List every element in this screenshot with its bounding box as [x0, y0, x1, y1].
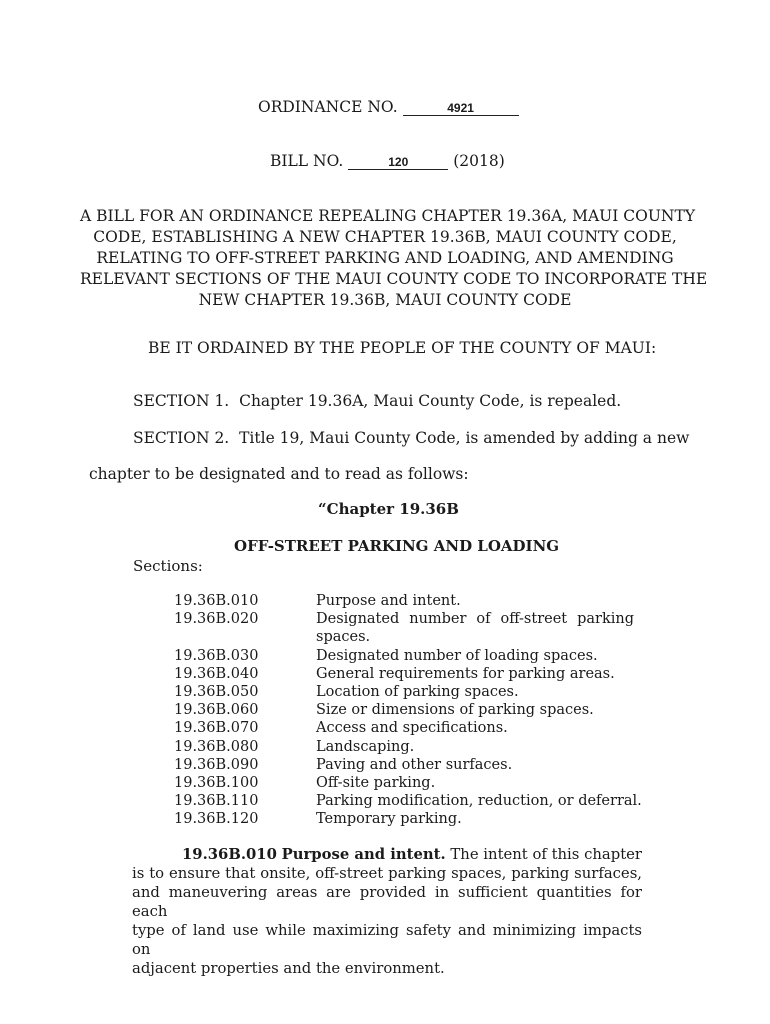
toc-section-number — [174, 628, 316, 646]
toc-row — [174, 610, 646, 628]
toc-row — [174, 628, 646, 646]
toc-section-number: 19.36B.100 — [174, 775, 259, 792]
toc-row — [174, 665, 646, 683]
toc-row — [174, 719, 646, 737]
toc-section-title: General requirements for parking areas. — [316, 665, 615, 682]
toc-section-number: 19.36B.090 — [174, 756, 259, 773]
toc-section-title: Paving and other surfaces. — [316, 756, 513, 773]
chapter-heading: “Chapter 19.36B — [318, 500, 459, 518]
toc-section-title: Temporary parking. — [316, 811, 462, 828]
title-line: RELATING TO OFF-STREET PARKING AND LOADING, AND AMENDING — [96, 249, 674, 267]
title-line: CODE, ESTABLISHING A NEW CHAPTER 19.36B, MAUI COUNTY CODE, — [93, 228, 677, 246]
toc-section-number: 19.36B.070 — [174, 720, 259, 737]
section-2-line-1: SECTION 2. Title 19, Maui County Code, is amended by adding a new — [133, 429, 690, 447]
enacting-clause: BE IT ORDAINED BY THE PEOPLE OF THE COUNTY OF MAUI: — [148, 339, 657, 357]
ordinance-label: ORDINANCE NO. — [258, 98, 398, 116]
toc-row — [174, 810, 646, 828]
toc-row — [174, 756, 646, 774]
toc-section-title: spaces. — [316, 629, 371, 646]
toc-section-number: 19.36B.080 — [174, 738, 259, 755]
purpose-line: and maneuvering areas are provided in sufficient quantities for each — [132, 884, 642, 920]
toc-section-title: Landscaping. — [316, 738, 415, 755]
toc-row — [174, 701, 646, 719]
toc-section-number: 19.36B.030 — [174, 647, 259, 664]
toc-row — [174, 738, 646, 756]
toc-section-title: Parking modification, reduction, or deferral. — [316, 793, 642, 810]
purpose-line: adjacent properties and the environment. — [132, 960, 445, 977]
chapter-title: OFF-STREET PARKING AND LOADING — [234, 537, 560, 555]
toc-section-title: Purpose and intent. — [316, 593, 461, 609]
toc-section-number: 19.36B.050 — [174, 684, 259, 701]
title-line: RELEVANT SECTIONS OF THE MAUI COUNTY CODE TO INCORPORATE THE — [80, 270, 708, 288]
purpose-line: type of land use while maximizing safety and minimizing impacts on — [132, 922, 642, 958]
title-line: A BILL FOR AN ORDINANCE REPEALING CHAPTER 19.36A, MAUI COUNTY — [80, 207, 696, 225]
section-2-line-2: chapter to be designated and to read as follows: — [89, 465, 469, 483]
bill-number-line — [270, 152, 505, 170]
toc-section-number: 19.36B.060 — [174, 702, 259, 719]
toc-section-number: 19.36B.110 — [174, 793, 259, 810]
sections-label: Sections: — [133, 557, 203, 575]
toc-row — [174, 792, 646, 810]
bill-label: BILL NO. — [270, 152, 344, 170]
toc-section-number: 19.36B.010 — [174, 593, 259, 609]
toc-section-number: 19.36B.040 — [174, 665, 259, 682]
purpose-heading-title: Purpose and intent. — [281, 846, 446, 863]
toc-row — [174, 592, 646, 610]
toc-section-title: Off-site parking. — [316, 775, 436, 792]
toc-row — [174, 774, 646, 792]
toc-section-title: Location of parking spaces. — [316, 684, 519, 701]
section-1: SECTION 1. Chapter 19.36A, Maui County Code, is repealed. — [133, 392, 622, 410]
purpose-line: is to ensure that onsite, off-street parking spaces, parking surfaces, — [132, 865, 642, 882]
toc-section-title: Designated number of loading spaces. — [316, 647, 598, 664]
ordinance-number-line — [258, 98, 519, 116]
bill-title — [80, 206, 708, 311]
toc-section-title: Access and specifications. — [316, 720, 508, 737]
toc-section-title: Size or dimensions of parking spaces. — [316, 702, 594, 719]
toc-section-title: Designated number of off-street parking — [316, 611, 634, 628]
bill-year: (2018) — [453, 152, 505, 170]
toc-row — [174, 683, 646, 701]
purpose-paragraph — [132, 845, 642, 978]
purpose-first-line-text: The intent of this chapter — [450, 846, 642, 863]
purpose-heading-number: 19.36B.010 — [182, 846, 277, 863]
sections-list — [174, 592, 646, 829]
bill-number: 120 — [348, 155, 448, 170]
purpose-first-line — [132, 845, 642, 864]
toc-row — [174, 647, 646, 665]
toc-section-number: 19.36B.120 — [174, 811, 259, 828]
ordinance-number: 4921 — [403, 101, 519, 116]
title-line: NEW CHAPTER 19.36B, MAUI COUNTY CODE — [198, 291, 572, 309]
toc-section-number: 19.36B.020 — [174, 611, 259, 628]
